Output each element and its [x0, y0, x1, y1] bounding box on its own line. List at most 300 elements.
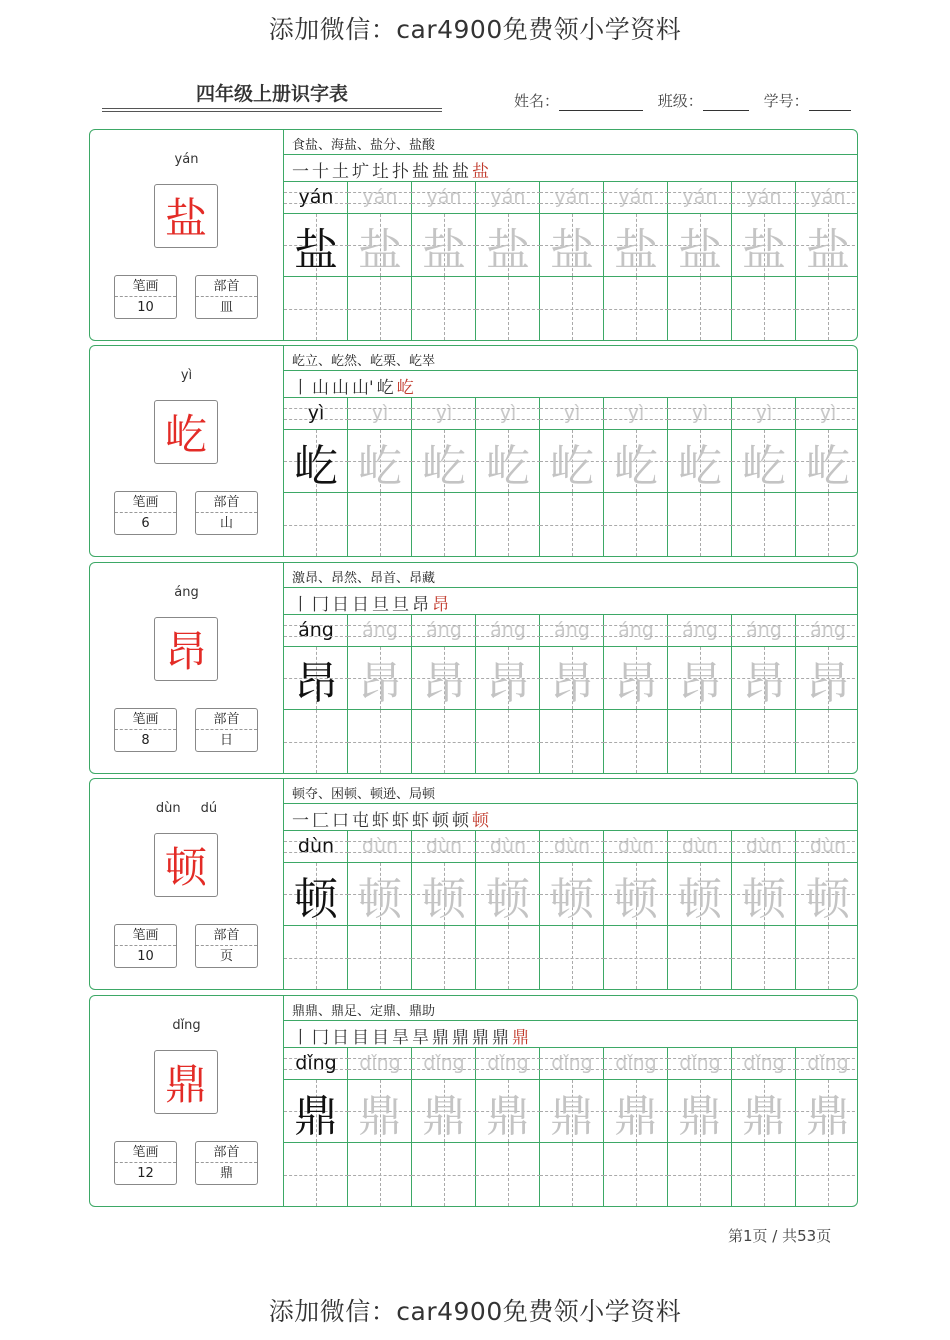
stroke-step: 山	[332, 378, 349, 398]
trace-char-cell[interactable]	[796, 1080, 858, 1143]
practice-grid	[284, 615, 858, 773]
radical-box-value: 鼎	[219, 1166, 233, 1181]
stroke-step: 丨	[292, 378, 309, 398]
blank-writing-cell[interactable]	[668, 926, 732, 989]
blank-writing-cell[interactable]	[476, 493, 540, 556]
practice-panel	[283, 563, 858, 773]
watermark-banner-bottom: 添加微信：car4900免费领小学资料	[268, 1297, 682, 1326]
trace-char: 昂	[678, 657, 722, 709]
class-label: 班级：	[657, 92, 703, 110]
example-words: 顿夺、困顿、顿逊、局顿	[284, 779, 858, 804]
example-words: 屹立、屹然、屹栗、屹崒	[284, 346, 858, 371]
page-number: 第1页 / 共53页	[728, 1227, 832, 1245]
stroke-order-row	[284, 1021, 858, 1048]
trace-char-cell[interactable]	[796, 647, 858, 710]
trace-pinyin: yì	[348, 398, 412, 430]
trace-char-cell[interactable]	[732, 647, 796, 710]
radical-box-value: 页	[219, 949, 233, 964]
blank-writing-cell[interactable]	[348, 493, 412, 556]
stroke-step: 盐	[432, 162, 449, 182]
stroke-order-row	[284, 371, 858, 398]
char-card	[89, 562, 858, 774]
trace-char: 顿	[486, 873, 530, 925]
stroke-step: 旱	[412, 1028, 429, 1048]
trace-char: 屹	[550, 440, 594, 492]
blank-writing-cell[interactable]	[540, 926, 604, 989]
trace-pinyin: áng	[604, 615, 668, 647]
model-column	[284, 182, 348, 340]
blank-writing-cell[interactable]	[348, 710, 412, 773]
stroke-order-row	[284, 588, 858, 615]
stroke-step: 目	[372, 1028, 389, 1048]
stroke-step: 丨	[292, 595, 309, 615]
char-card	[89, 778, 858, 990]
trace-char: 鼎	[678, 1090, 722, 1142]
trace-column	[412, 831, 476, 989]
trace-column	[540, 398, 604, 556]
blank-writing-cell[interactable]	[476, 926, 540, 989]
trace-column	[604, 182, 668, 340]
stroke-step: 屹	[376, 378, 394, 398]
student-info	[514, 90, 851, 111]
trace-pinyin: dùn	[604, 831, 668, 863]
watermark-banner-top: 添加微信：car4900免费领小学资料	[268, 15, 682, 44]
trace-char-cell[interactable]	[412, 214, 476, 277]
stroke-step: 扑	[392, 162, 409, 182]
name-blank[interactable]	[559, 95, 643, 111]
stroke-step: 十	[312, 162, 329, 182]
model-char: 屹	[294, 440, 338, 492]
trace-column	[732, 182, 796, 340]
trace-column	[476, 1048, 540, 1206]
trace-column	[668, 831, 732, 989]
trace-pinyin: dǐng	[540, 1048, 604, 1080]
trace-char-cell[interactable]	[540, 214, 604, 277]
model-char: 盐	[294, 224, 338, 276]
blank-writing-cell[interactable]	[604, 926, 668, 989]
stroke-step: 旱	[392, 1028, 409, 1048]
practice-grid	[284, 831, 858, 989]
blank-writing-cell[interactable]	[476, 710, 540, 773]
trace-pinyin: dǐng	[604, 1048, 668, 1080]
char-info-panel	[90, 996, 283, 1206]
trace-char: 顿	[678, 873, 722, 925]
trace-char-cell[interactable]	[796, 863, 858, 926]
stroke-step: 昂	[412, 595, 429, 615]
trace-column	[604, 831, 668, 989]
stroke-step: 顿	[472, 811, 489, 831]
blank-writing-cell[interactable]	[284, 277, 348, 340]
model-pinyin: áng	[284, 615, 348, 647]
blank-writing-cell[interactable]	[412, 277, 476, 340]
stroke-step: 日	[332, 1028, 349, 1048]
trace-pinyin: yì	[476, 398, 540, 430]
stroke-step: 圹	[352, 162, 369, 182]
blank-writing-cell[interactable]	[796, 1143, 858, 1206]
blank-writing-cell[interactable]	[732, 1143, 796, 1206]
trace-char: 昂	[614, 657, 658, 709]
trace-column	[732, 831, 796, 989]
stroke-count-box-label: 笔画	[115, 925, 176, 946]
trace-char-cell[interactable]	[476, 647, 540, 710]
trace-column	[732, 398, 796, 556]
trace-char-cell[interactable]	[604, 1080, 668, 1143]
radical-box	[195, 491, 258, 535]
stroke-step: 山	[312, 378, 329, 398]
practice-panel	[283, 996, 858, 1206]
trace-pinyin: yán	[412, 182, 476, 214]
radical-box-label: 部首	[196, 1142, 257, 1163]
blank-writing-cell[interactable]	[540, 277, 604, 340]
trace-char-cell[interactable]	[732, 863, 796, 926]
trace-pinyin: dùn	[348, 831, 412, 863]
radical-box	[195, 708, 258, 752]
trace-column	[348, 615, 412, 773]
trace-char: 顿	[742, 873, 786, 925]
model-char: 顿	[294, 873, 338, 925]
char-info-panel	[90, 779, 283, 989]
trace-char-cell[interactable]	[348, 430, 412, 493]
trace-char-cell[interactable]	[668, 1080, 732, 1143]
blank-writing-cell[interactable]	[476, 1143, 540, 1206]
trace-pinyin: yì	[604, 398, 668, 430]
blank-writing-cell[interactable]	[732, 710, 796, 773]
trace-char-cell[interactable]	[348, 1080, 412, 1143]
trace-char-cell[interactable]	[604, 430, 668, 493]
trace-pinyin: dǐng	[412, 1048, 476, 1080]
trace-pinyin: áng	[348, 615, 412, 647]
name-label: 姓名：	[514, 92, 560, 110]
blank-writing-cell[interactable]	[604, 493, 668, 556]
id-label: 学号：	[763, 92, 809, 110]
stroke-order-row	[284, 804, 858, 831]
trace-char: 盐	[422, 224, 466, 276]
trace-column	[604, 615, 668, 773]
stroke-count-box-value: 10	[137, 300, 154, 315]
trace-char: 屹	[358, 440, 402, 492]
stroke-step: 丨	[292, 1028, 309, 1048]
trace-column	[796, 1048, 858, 1206]
char-display: 鼎	[154, 1050, 218, 1114]
trace-pinyin: yì	[732, 398, 796, 430]
trace-char-cell[interactable]	[540, 863, 604, 926]
radical-box	[195, 924, 258, 968]
trace-pinyin: yán	[604, 182, 668, 214]
trace-char-cell[interactable]	[668, 214, 732, 277]
trace-pinyin: áng	[476, 615, 540, 647]
practice-grid	[284, 1048, 858, 1206]
blank-writing-cell[interactable]	[284, 710, 348, 773]
blank-writing-cell[interactable]	[796, 277, 858, 340]
trace-column	[540, 1048, 604, 1206]
trace-char: 鼎	[550, 1090, 594, 1142]
blank-writing-cell[interactable]	[412, 493, 476, 556]
trace-char: 顿	[806, 873, 850, 925]
trace-column	[668, 615, 732, 773]
model-char: 鼎	[294, 1090, 338, 1142]
stroke-count-box-label: 笔画	[115, 276, 176, 297]
trace-char: 昂	[486, 657, 530, 709]
trace-char-cell[interactable]	[540, 1080, 604, 1143]
blank-writing-cell[interactable]	[284, 926, 348, 989]
trace-char-cell[interactable]	[348, 647, 412, 710]
trace-char-cell[interactable]	[732, 214, 796, 277]
radical-box-label: 部首	[196, 276, 257, 297]
blank-writing-cell[interactable]	[348, 926, 412, 989]
stroke-step: 日	[352, 595, 369, 615]
trace-char: 鼎	[422, 1090, 466, 1142]
stroke-count-box-value: 8	[141, 733, 150, 748]
stroke-step: 盐	[472, 162, 489, 182]
trace-char-cell[interactable]	[476, 863, 540, 926]
blank-writing-cell[interactable]	[348, 1143, 412, 1206]
trace-char-cell[interactable]	[604, 647, 668, 710]
trace-pinyin: áng	[796, 615, 858, 647]
blank-writing-cell[interactable]	[540, 1143, 604, 1206]
trace-char: 顿	[422, 873, 466, 925]
stroke-step: 冂	[312, 1028, 329, 1048]
trace-char-cell[interactable]	[796, 214, 858, 277]
trace-column	[732, 1048, 796, 1206]
char-pinyin: yì	[180, 368, 193, 383]
trace-char: 盐	[614, 224, 658, 276]
model-char-cell[interactable]	[284, 214, 348, 277]
practice-panel	[283, 130, 858, 340]
char-pinyin-alternate: dú	[200, 801, 218, 816]
blank-writing-cell[interactable]	[668, 1143, 732, 1206]
trace-char: 昂	[806, 657, 850, 709]
trace-char: 顿	[614, 873, 658, 925]
model-pinyin: dǐng	[284, 1048, 348, 1080]
trace-char: 盐	[358, 224, 402, 276]
trace-char: 屹	[422, 440, 466, 492]
trace-pinyin: dùn	[476, 831, 540, 863]
trace-column	[476, 831, 540, 989]
trace-char: 屹	[742, 440, 786, 492]
trace-char-cell[interactable]	[412, 863, 476, 926]
blank-writing-cell[interactable]	[796, 493, 858, 556]
stroke-step: 一	[292, 811, 309, 831]
char-info-panel	[90, 130, 283, 340]
trace-pinyin: yì	[668, 398, 732, 430]
stroke-step: 圵	[372, 162, 389, 182]
trace-char-cell[interactable]	[476, 430, 540, 493]
trace-column	[412, 182, 476, 340]
model-char-cell[interactable]	[284, 1080, 348, 1143]
trace-pinyin: yán	[668, 182, 732, 214]
model-column	[284, 831, 348, 989]
radical-box-value: 日	[219, 733, 233, 748]
trace-char-cell[interactable]	[732, 430, 796, 493]
trace-pinyin: dùn	[796, 831, 858, 863]
trace-char-cell[interactable]	[412, 647, 476, 710]
trace-pinyin: dǐng	[732, 1048, 796, 1080]
trace-pinyin: áng	[412, 615, 476, 647]
blank-writing-cell[interactable]	[412, 1143, 476, 1206]
trace-pinyin: áng	[668, 615, 732, 647]
blank-writing-cell[interactable]	[604, 710, 668, 773]
stroke-step: 鼎	[492, 1028, 509, 1048]
blank-writing-cell[interactable]	[668, 277, 732, 340]
trace-column	[540, 615, 604, 773]
blank-writing-cell[interactable]	[348, 277, 412, 340]
trace-char-cell[interactable]	[796, 430, 858, 493]
trace-column	[796, 615, 858, 773]
blank-writing-cell[interactable]	[732, 277, 796, 340]
trace-char-cell[interactable]	[476, 214, 540, 277]
trace-char: 顿	[358, 873, 402, 925]
stroke-step: 顿	[452, 811, 469, 831]
stroke-count-box-value: 6	[141, 516, 150, 531]
blank-writing-cell[interactable]	[284, 493, 348, 556]
trace-char: 鼎	[806, 1090, 850, 1142]
class-blank[interactable]	[703, 95, 749, 111]
stroke-step: 屹	[396, 378, 414, 398]
trace-column	[348, 831, 412, 989]
model-char-cell[interactable]	[284, 430, 348, 493]
trace-pinyin: dǐng	[348, 1048, 412, 1080]
id-blank[interactable]	[809, 95, 851, 111]
blank-writing-cell[interactable]	[668, 493, 732, 556]
trace-column	[732, 615, 796, 773]
radical-box-value: 皿	[219, 300, 233, 315]
blank-writing-cell[interactable]	[732, 926, 796, 989]
model-char-cell[interactable]	[284, 647, 348, 710]
trace-column	[668, 182, 732, 340]
stroke-count-box	[114, 491, 177, 535]
trace-column	[348, 182, 412, 340]
trace-char: 盐	[742, 224, 786, 276]
trace-column	[476, 398, 540, 556]
trace-column	[668, 1048, 732, 1206]
stroke-step: 旦	[392, 595, 409, 615]
trace-column	[540, 182, 604, 340]
stroke-step: 山'	[352, 378, 374, 398]
stroke-count-box-label: 笔画	[115, 1142, 176, 1163]
stroke-count-box	[114, 924, 177, 968]
blank-writing-cell[interactable]	[540, 710, 604, 773]
trace-column	[476, 615, 540, 773]
trace-char-cell[interactable]	[668, 863, 732, 926]
trace-column	[412, 615, 476, 773]
char-info-panel	[90, 346, 283, 556]
radical-box-label: 部首	[196, 492, 257, 513]
model-char: 昂	[294, 657, 338, 709]
trace-column	[540, 831, 604, 989]
stroke-step: 虾	[372, 811, 389, 831]
stroke-step: 鼎	[512, 1028, 529, 1048]
trace-pinyin: yán	[796, 182, 858, 214]
trace-char-cell[interactable]	[668, 430, 732, 493]
blank-writing-cell[interactable]	[668, 710, 732, 773]
trace-column	[796, 831, 858, 989]
trace-char-cell[interactable]	[604, 214, 668, 277]
trace-char-cell[interactable]	[604, 863, 668, 926]
trace-pinyin: áng	[732, 615, 796, 647]
trace-column	[604, 1048, 668, 1206]
trace-char: 昂	[358, 657, 402, 709]
trace-char-cell[interactable]	[476, 1080, 540, 1143]
blank-writing-cell[interactable]	[796, 710, 858, 773]
trace-char-cell[interactable]	[732, 1080, 796, 1143]
trace-char-cell[interactable]	[348, 863, 412, 926]
char-card	[89, 129, 858, 341]
stroke-step: 鼎	[432, 1028, 449, 1048]
blank-writing-cell[interactable]	[604, 1143, 668, 1206]
stroke-step: 冂	[312, 595, 329, 615]
blank-writing-cell[interactable]	[796, 926, 858, 989]
char-display: 顿	[154, 833, 218, 897]
stroke-count-box-label: 笔画	[115, 709, 176, 730]
stroke-count-box	[114, 708, 177, 752]
trace-char-cell[interactable]	[348, 214, 412, 277]
stroke-step: 日	[332, 595, 349, 615]
trace-char: 昂	[422, 657, 466, 709]
stroke-step: 旦	[372, 595, 389, 615]
trace-column	[604, 398, 668, 556]
trace-pinyin: yì	[412, 398, 476, 430]
blank-writing-cell[interactable]	[284, 1143, 348, 1206]
example-words: 鼎鼎、鼎足、定鼎、鼎助	[284, 996, 858, 1021]
stroke-count-box	[114, 1141, 177, 1185]
trace-pinyin: yì	[796, 398, 858, 430]
stroke-step: 土	[332, 162, 349, 182]
blank-writing-cell[interactable]	[732, 493, 796, 556]
trace-char-cell[interactable]	[540, 647, 604, 710]
example-words: 食盐、海盐、盐分、盐酸	[284, 130, 858, 155]
trace-pinyin: dǐng	[796, 1048, 858, 1080]
practice-panel	[283, 346, 858, 556]
blank-writing-cell[interactable]	[476, 277, 540, 340]
practice-panel	[283, 779, 858, 989]
trace-char-cell[interactable]	[412, 430, 476, 493]
trace-pinyin: áng	[540, 615, 604, 647]
trace-char: 顿	[550, 873, 594, 925]
trace-char: 盐	[678, 224, 722, 276]
trace-char: 盐	[550, 224, 594, 276]
trace-pinyin: yán	[732, 182, 796, 214]
stroke-count-box-label: 笔画	[115, 492, 176, 513]
trace-pinyin: dǐng	[668, 1048, 732, 1080]
blank-writing-cell[interactable]	[412, 710, 476, 773]
trace-pinyin: yán	[348, 182, 412, 214]
char-pinyin	[90, 801, 283, 816]
trace-char-cell[interactable]	[540, 430, 604, 493]
trace-column	[796, 182, 858, 340]
practice-grid	[284, 182, 858, 340]
char-pinyin: dǐng	[172, 1018, 201, 1033]
stroke-count-box	[114, 275, 177, 319]
radical-box-value: 山	[219, 516, 233, 531]
model-column	[284, 615, 348, 773]
stroke-count-box-value: 12	[137, 1166, 154, 1181]
trace-char-cell[interactable]	[668, 647, 732, 710]
blank-writing-cell[interactable]	[604, 277, 668, 340]
stroke-step: 匚	[312, 811, 329, 831]
stroke-step: 一	[292, 162, 309, 182]
trace-column	[348, 398, 412, 556]
model-char-cell[interactable]	[284, 863, 348, 926]
trace-pinyin: dùn	[412, 831, 476, 863]
char-pinyin: yán	[174, 152, 199, 167]
blank-writing-cell[interactable]	[412, 926, 476, 989]
char-display: 盐	[154, 184, 218, 248]
trace-char-cell[interactable]	[412, 1080, 476, 1143]
practice-grid	[284, 398, 858, 556]
trace-column	[476, 182, 540, 340]
blank-writing-cell[interactable]	[540, 493, 604, 556]
trace-char: 鼎	[358, 1090, 402, 1142]
